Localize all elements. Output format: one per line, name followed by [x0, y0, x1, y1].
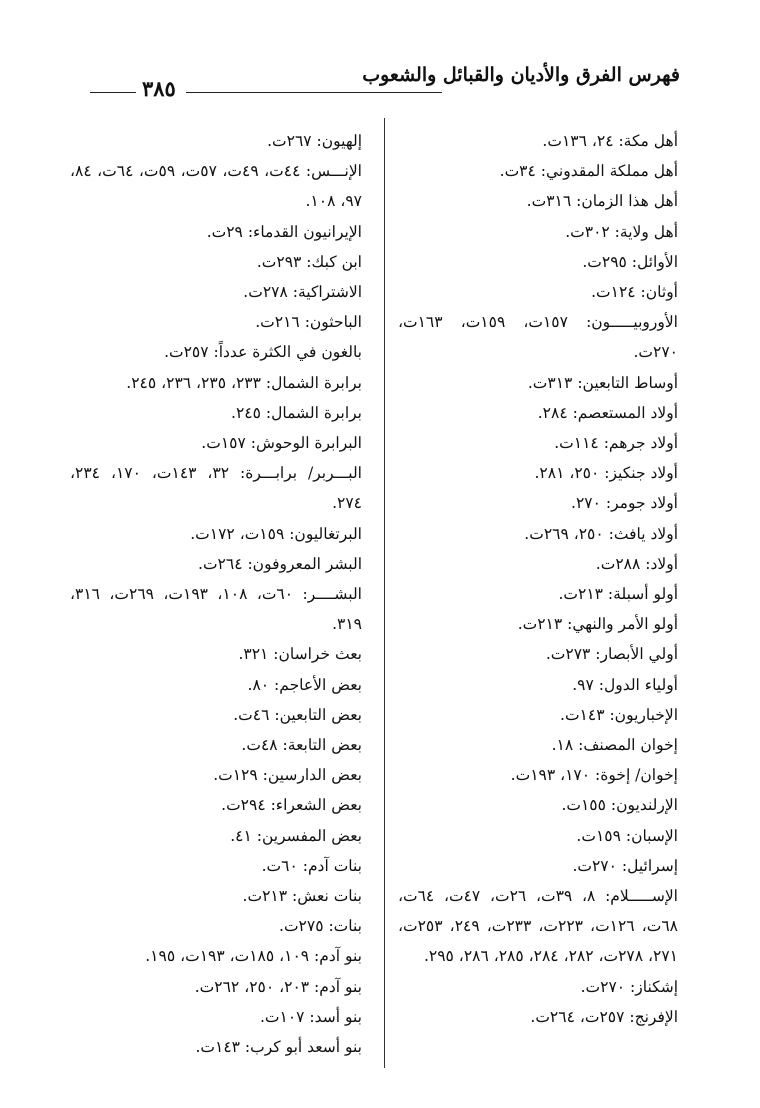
index-entry: أولاد يافث: ٢٥٠، ٢٦٩ت.: [524, 524, 678, 543]
running-title: فهرس الفرق والأديان والقبائل والشعوب: [362, 64, 680, 86]
index-entry: الأوروبيـــــون: ١٥٧ت، ١٥٩ت، ١٦٣ت، ٢٧٠ت.: [398, 313, 678, 362]
index-entry: بنات نعش: ٢١٣ت.: [242, 887, 362, 906]
index-entry: الإسبان: ١٥٩ت.: [576, 826, 678, 845]
index-entry: إسرائيل: ٢٧٠ت.: [572, 856, 678, 875]
index-entry: البرتغاليون: ١٥٩ت، ١٧٢ت.: [190, 524, 362, 543]
index-entry: البرابرة الوحوش: ١٥٧ت.: [201, 434, 362, 453]
index-entry: بنو أسعد أبو كرب: ١٤٣ت.: [195, 1038, 362, 1057]
index-entry: أوثان: ١٢٤ت.: [591, 283, 678, 302]
index-entry: أولاد المستعصم: ٢٨٤.: [537, 403, 678, 422]
index-entry: بعض التابعين: ٤٦ت.: [233, 705, 362, 724]
index-entry: ابن كبك: ٢٩٣ت.: [256, 252, 362, 271]
index-entry: بنو آدم: ١٠٩، ١٨٥ت، ١٩٣ت، ١٩٥.: [145, 947, 362, 966]
header-dash: [90, 92, 136, 93]
index-entry: برابرة الشمال: ٢٣٣، ٢٣٥، ٢٣٦، ٢٤٥.: [126, 373, 362, 392]
index-entry: الإفرنج: ٢٥٧ت، ٢٦٤ت.: [530, 1007, 678, 1026]
index-entry: برابرة الشمال: ٢٤٥.: [231, 403, 362, 422]
index-entry: الإســـــلام: ٨، ٣٩ت، ٢٦ت، ٤٧ت، ٦٤ت، ٦٨ت، ١٢٦ت، ٢٢٣ت، ٢٣٣ت، ٢٤٩، ٢٥٣ت، ٢٧١، ٢٧٨ت، ٢٨٢، ٢٨٤، ٢٨٥، ٢٨٦، ٢٩٥.: [398, 887, 678, 966]
index-entry: إخوان المصنف: ١٨.: [551, 736, 678, 755]
index-entry: بنو آدم: ٢٠٣، ٢٥٠، ٢٦٢ت.: [194, 977, 362, 996]
index-entry: أهل مكة: ٢٤، ١٣٦ت.: [542, 132, 678, 150]
index-entry: بنو أسد: ١٠٧ت.: [259, 1007, 362, 1026]
index-entry: أولي الأبصار: ٢٧٣ت.: [545, 645, 678, 664]
index-entry: الإيرانيون القدماء: ٢٩ت.: [206, 222, 362, 241]
index-entry: الباحثون: ٢١٦ت.: [255, 313, 362, 332]
index-entry: بنات آدم: ٦٠ت.: [261, 856, 362, 875]
index-entry: بعض الأعاجم: ٨٠.: [247, 675, 362, 694]
index-entry: إخوان/ إخوة: ١٧٠، ١٩٣ت.: [510, 766, 678, 785]
index-entry: أولاد جنكيز: ٢٥٠، ٢٨١.: [534, 464, 678, 483]
index-entry: بعض المفسرين: ٤١.: [230, 826, 362, 845]
index-entry: أهل ولاية: ٣٠٢ت.: [565, 222, 678, 241]
header-rule: [186, 92, 442, 93]
index-entry: أولاد جومر: ٢٧٠.: [571, 494, 678, 513]
index-entry: بعض التابعة: ٤٨ت.: [241, 736, 362, 755]
index-entry: أوساط التابعين: ٣١٣ت.: [527, 373, 678, 392]
index-entry: إلهيون: ٢٦٧ت.: [267, 132, 362, 150]
index-entry: أولاد جرهم: ١١٤ت.: [554, 434, 678, 453]
index-entry: أولاد: ٢٨٨ت.: [595, 554, 678, 573]
index-entry: أولو أسبلة: ٢١٣ت.: [558, 585, 678, 604]
index-entry: إشكناز: ٢٧٠ت.: [580, 977, 678, 996]
index-column-right: [398, 126, 678, 1032]
index-entry: أولو الأمر والنهي: ٢١٣ت.: [517, 615, 678, 634]
index-entry: الاشتراكية: ٢٧٨ت.: [243, 283, 362, 302]
index-entry: بالغون في الكثرة عدداً: ٢٥٧ت.: [164, 343, 362, 362]
index-entry: الإنـــس: ٤٤ت، ٤٩ت، ٥٧ت، ٥٩ت، ٦٤ت، ٨٤، ٩٧، ١٠٨.: [70, 162, 362, 211]
index-entry: البشــــر: ٦٠ت، ١٠٨، ١٩٣ت، ٢٦٩ت، ٣١٦، ٣١٩.: [70, 585, 362, 634]
column-divider: [384, 118, 385, 1068]
index-entry: بعث خراسان: ٣٢١.: [238, 645, 362, 664]
index-entry: البشر المعروفون: ٢٦٤ت.: [198, 554, 362, 573]
index-entry: البـــربر/ برابـــرة: ٣٢، ١٤٣ت، ١٧٠، ٢٣٤، ٢٧٤.: [70, 464, 362, 513]
index-entry: بعض الدارسين: ١٢٩ت.: [213, 766, 362, 785]
index-entry: أهل هذا الزمان: ٣١٦ت.: [526, 192, 678, 211]
page-number: ٣٨٥: [142, 76, 176, 101]
page-header: [90, 62, 680, 102]
index-entry: الإرلنديون: ١٥٥ت.: [561, 796, 678, 815]
index-entry: الإخباريون: ١٤٣ت.: [560, 705, 678, 724]
index-entry: الأوائل: ٢٩٥ت.: [582, 252, 678, 271]
index-column-left: [70, 126, 362, 1062]
index-entry: بنات: ٢٧٥ت.: [279, 917, 362, 936]
index-entry: أولياء الدول: ٩٧.: [572, 675, 678, 694]
index-entry: أهل مملكة المقدوني: ٣٤ت.: [499, 162, 678, 181]
index-entry: بعض الشعراء: ٢٩٤ت.: [221, 796, 362, 815]
